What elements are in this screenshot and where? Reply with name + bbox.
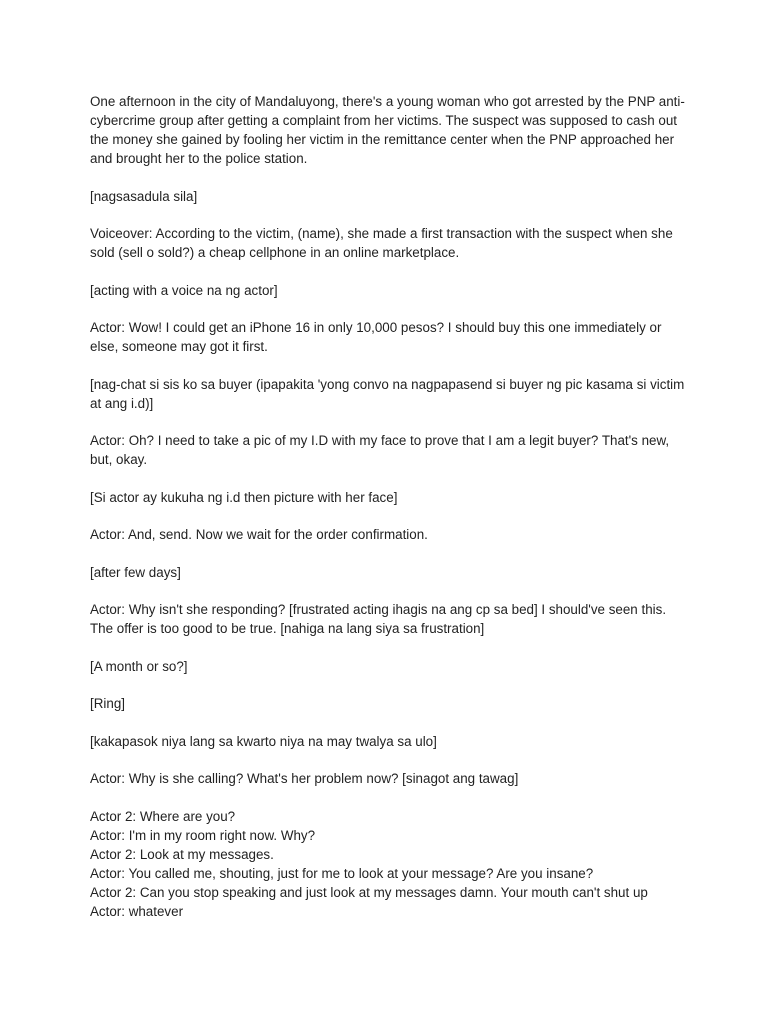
dialogue-line: Actor: You called me, shouting, just for me to look at your message? Are you insane? [90, 865, 594, 881]
paragraph-stage-direction: [Ring] [90, 696, 125, 711]
paragraph-stage-direction: [after few days] [90, 564, 181, 580]
paragraph-voiceover: Voiceover: According to the victim, (name), she made a first transaction with the suspect when she sold (sell o sold?) a cheap cellphone in an online marketplace. [90, 226, 673, 260]
paragraph-actor-line: Actor: And, send. Now we wait for the order confirmation. [90, 527, 428, 542]
paragraph-stage-direction: [acting with a voice na ng actor] [90, 282, 278, 298]
paragraph-stage-direction: [nag-chat si sis ko sa buyer (ipapakita 'yong convo na nagpapasend si buyer ng pic kasama si victim at ang i.d)] [90, 376, 685, 411]
paragraph-stage-direction: [Si actor ay kukuha ng i.d then picture with her face] [90, 489, 398, 505]
dialogue-block [90, 807, 690, 921]
paragraph-actor-line: Actor: Wow! I could get an iPhone 16 in only 10,000 pesos? I should buy this one immediately or else, someone may got it first. [90, 320, 662, 354]
document-page [90, 92, 690, 921]
paragraph-stage-direction: [A month or so?] [90, 658, 188, 674]
paragraph-actor-line: Actor: Oh? I need to take a pic of my I.D with my face to prove that I am a legit buyer? That's new, but, okay. [90, 433, 670, 467]
paragraph-stage-direction: [kakapasok niya lang sa kwarto niya na may twalya sa ulo] [90, 733, 437, 749]
paragraph-intro: One afternoon in the city of Mandaluyong, there's a young woman who got arrested by the PNP anti-cybercrime group after getting a complaint from her victims. The suspect was supposed to cash out the money she gained by fooling her victim in the remittance center when the PNP approached her and brought her to the police station. [90, 94, 685, 166]
dialogue-line: Actor: I'm in my room right now. Why? [90, 827, 316, 843]
dialogue-line: Actor 2: Look at my messages. [90, 846, 274, 862]
paragraph-stage-direction: [nagsasadula sila] [90, 188, 198, 204]
dialogue-line: Actor 2: Can you stop speaking and just look at my messages damn. Your mouth can't shut up [90, 884, 648, 900]
paragraph-actor-line: Actor: Why is she calling? What's her problem now? [sinagot ang tawag] [90, 771, 519, 786]
dialogue-line: Actor: whatever [90, 903, 184, 919]
dialogue-line: Actor 2: Where are you? [90, 808, 236, 824]
paragraph-actor-line: Actor: Why isn't she responding? [frustrated acting ihagis na ang cp sa bed] I should've seen this. The offer is too good to be true. [nahiga na lang siya sa frustration] [90, 602, 667, 636]
